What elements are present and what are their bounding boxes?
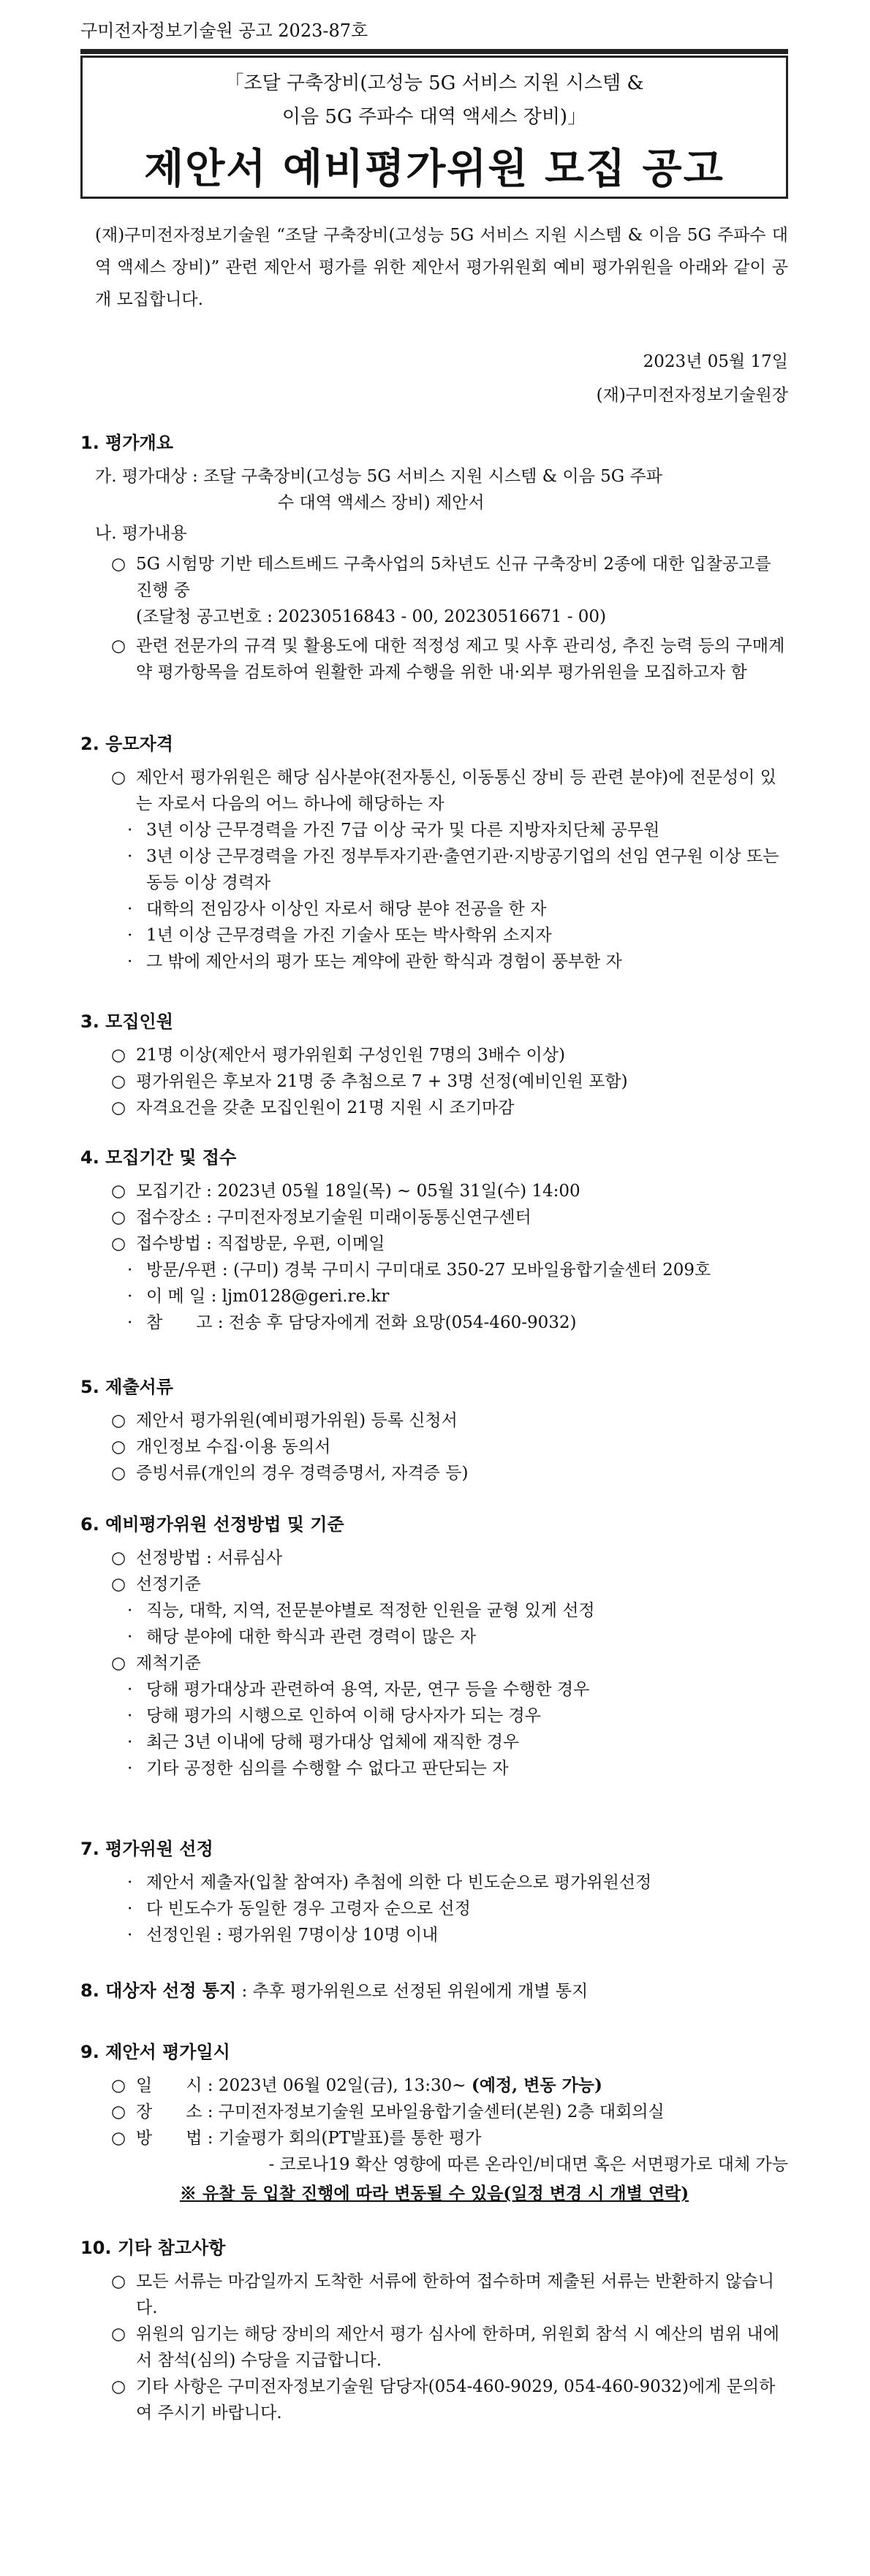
intro-paragraph: (재)구미전자정보기술원 “조달 구축장비(고성능 5G 서비스 지원 시스템 & 이음 5G 주파수 대역 액세스 장비)” 관련 제안서 평가를 위한 제안서 평가위원회 예비 평가위원을 아래와 같이 공개 모집합니다. [95, 226, 788, 309]
circle-bullet-icon: ○ [111, 1575, 126, 1594]
list-item [80, 1597, 788, 1624]
list-item [80, 2321, 788, 2374]
list-item: 나. 평가내용 [95, 524, 187, 543]
section-evaluation-schedule [80, 2039, 788, 2207]
list-item-text: 그 밖에 제안서의 평가 또는 계약에 관한 학식과 경험이 풍부한 자 [146, 952, 622, 971]
circle-bullet-icon: ○ [111, 2272, 126, 2291]
section-overview [80, 430, 788, 685]
list-item [80, 1068, 788, 1095]
list-item [80, 1729, 788, 1755]
list-item [80, 633, 788, 685]
list-item-text: 21명 이상(제안서 평가위원회 구성인원 7명의 3배수 이상) [136, 1046, 565, 1065]
list-item [80, 1257, 788, 1283]
list-item [80, 1310, 788, 1336]
list-item-text: 모집기간 : 2023년 05월 18일(목) ~ 05월 31일(수) 14:00 [136, 1182, 580, 1201]
dot-bullet-icon: · [127, 1759, 133, 1778]
important-note: ※ 유찰 등 입찰 진행에 따라 변동될 수 있음(일정 변경 시 개별 연락) [179, 2184, 689, 2203]
list-item-text: 참 고 : 전송 후 담당자에게 전화 요망(054-460-9032) [146, 1313, 577, 1332]
list-item [80, 1460, 788, 1486]
list-item: (조달청 공고번호 : 20230516843 - 00, 20230516671 - 00) [136, 607, 607, 626]
list-item-text: 직능, 대학, 지역, 전문분야별로 적정한 인원을 균형 있게 선정 [146, 1601, 595, 1620]
dot-bullet-icon: · [127, 1733, 133, 1752]
circle-bullet-icon: ○ [111, 555, 126, 574]
section-title: 6. 예비평가위원 선정방법 및 기준 [80, 1514, 344, 1535]
list-item-text: 방 법 : 기술평가 회의(PT발표)를 통한 평가 [136, 2129, 482, 2148]
list-item-text: 장 소 : 구미전자정보기술원 모바일융합기술센터(본원) 2층 대회의실 [136, 2102, 665, 2121]
dot-bullet-icon: · [127, 952, 133, 971]
circle-bullet-icon: ○ [111, 1549, 126, 1568]
section-title: 1. 평가개요 [80, 433, 173, 453]
list-item [80, 2099, 788, 2125]
list-item [80, 1703, 788, 1729]
circle-bullet-icon: ○ [111, 1046, 126, 1065]
circle-bullet-icon: ○ [111, 2076, 126, 2095]
list-item-text: 선정인원 : 평가위원 7명이상 10명 이내 [146, 1926, 439, 1945]
list-item-text: 대학의 전임강사 이상인 자로서 해당 분야 전공을 한 자 [146, 900, 547, 919]
list-item: 수 대역 액세스 장비) 제안서 [278, 493, 485, 512]
circle-bullet-icon: ○ [111, 1464, 126, 1483]
dot-bullet-icon: · [127, 1313, 133, 1332]
circle-bullet-icon: ○ [111, 2102, 126, 2121]
list-item [80, 1545, 788, 1571]
list-item-text: 자격요건을 갖춘 모집인원이 21명 지원 시 조기마감 [136, 1098, 515, 1117]
dot-bullet-icon: · [127, 821, 133, 840]
title-box [80, 56, 788, 199]
title-line-1: 「조달 구축장비(고성능 5G 서비스 지원 시스템 & [224, 72, 644, 94]
list-item [80, 1571, 788, 1597]
document-number: 구미전자정보기술원 공고 2023-87호 [80, 20, 368, 41]
list-item [80, 1922, 788, 1948]
email-text: 이 메 일 : ljm0128@geri.re.kr [146, 1287, 390, 1306]
dot-bullet-icon: · [127, 1261, 133, 1280]
list-item [80, 896, 788, 922]
list-item-text: 당해 평가대상과 관련하여 용역, 자문, 연구 등을 수행한 경우 [146, 1680, 590, 1699]
circle-bullet-icon: ○ [111, 1208, 126, 1227]
list-item-text: 선정기준 [136, 1575, 201, 1594]
dot-bullet-icon: · [127, 900, 133, 919]
list-item [80, 1650, 788, 1676]
list-item-text: 선정방법 : 서류심사 [136, 1549, 283, 1568]
list-item-text: 3년 이상 근무경력을 가진 7급 이상 국가 및 다른 지방자치단체 공무원 [146, 821, 660, 840]
list-item-text: 개인정보 수집·이용 동의서 [136, 1437, 331, 1456]
dot-bullet-icon: · [127, 1706, 133, 1725]
dot-bullet-icon: · [127, 1873, 133, 1892]
announcement-date: 2023년 05월 17일 [643, 352, 788, 371]
list-item [80, 2268, 788, 2321]
list-item-text: 제안서 평가위원(예비평가위원) 등록 신청서 [136, 1411, 458, 1430]
list-item [80, 817, 788, 843]
list-item-text: 제척기준 [136, 1654, 201, 1673]
circle-bullet-icon: ○ [111, 1182, 126, 1201]
list-item [80, 1434, 788, 1460]
dot-bullet-icon: · [127, 1287, 133, 1306]
section-title: 9. 제안서 평가일시 [80, 2042, 230, 2062]
list-item [80, 1407, 788, 1434]
dot-bullet-icon: · [127, 1899, 133, 1918]
list-item-text: 접수방법 : 직접방문, 우편, 이메일 [136, 1234, 385, 1253]
list-item: 가. 평가대상 : 조달 구축장비(고성능 5G 서비스 지원 시스템 & 이음 5G 주파 [95, 467, 662, 486]
list-item-text: 증빙서류(개인의 경우 경력증명서, 자격증 등) [136, 1464, 469, 1483]
list-item-text: 해당 분야에 대한 학식과 관련 경력이 많은 자 [146, 1627, 477, 1646]
list-item [80, 1095, 788, 1121]
list-item-text: 일 시 : 2023년 06월 02일(금), 13:30~ [136, 2076, 466, 2095]
list-item [80, 2125, 788, 2151]
section-documents [80, 1374, 788, 1486]
list-item-text: 1년 이상 근무경력을 가진 기술사 또는 박사학위 소지자 [146, 926, 552, 945]
section-title: 8. 대상자 선정 통지 [80, 1980, 237, 2001]
section-title: 10. 기타 참고사항 [80, 2238, 226, 2258]
list-item-text: 다 빈도수가 동일한 경우 고령자 순으로 선정 [146, 1899, 471, 1918]
dot-bullet-icon: · [127, 926, 133, 945]
circle-bullet-icon: ○ [111, 2325, 126, 2344]
circle-bullet-icon: ○ [111, 1654, 126, 1673]
list-item: - 코로나19 확산 영향에 따른 온라인/비대면 혹은 서면평가로 대체 가능 [268, 2155, 788, 2174]
list-item [80, 1231, 788, 1257]
list-item [80, 764, 788, 817]
section-evaluator-selection [80, 1836, 788, 1948]
section-notification [80, 1977, 788, 2005]
circle-bullet-icon: ○ [111, 1437, 126, 1456]
section-eligibility [80, 731, 788, 975]
list-item-text: 기타 사항은 구미전자정보기술원 담당자(054-460-9029, 054-460-9032)에게 문의하여 주시기 바랍니다. [136, 2377, 776, 2423]
circle-bullet-icon: ○ [111, 1072, 126, 1091]
dot-bullet-icon: · [127, 847, 133, 866]
circle-bullet-icon: ○ [111, 1411, 126, 1430]
list-item-text: 최근 3년 이내에 당해 평가대상 업체에 재직한 경우 [146, 1733, 520, 1752]
list-item [80, 922, 788, 949]
list-item [80, 2072, 788, 2099]
list-item-text: 접수장소 : 구미전자정보기술원 미래이동통신연구센터 [136, 1208, 532, 1227]
circle-bullet-icon: ○ [111, 768, 126, 787]
dot-bullet-icon: · [127, 1601, 133, 1620]
circle-bullet-icon: ○ [111, 637, 126, 656]
list-item [80, 1042, 788, 1068]
list-item [80, 1283, 788, 1310]
page-title: 제안서 예비평가위원 모집 공고 [144, 145, 725, 193]
section-title: 3. 모집인원 [80, 1011, 173, 1032]
list-item-text: 모든 서류는 마감일까지 도착한 서류에 한하여 접수하며 제출된 서류는 반환하지 않습니다. [136, 2272, 774, 2317]
list-item [80, 843, 788, 896]
section-misc [80, 2235, 788, 2426]
schedule-note: (예정, 변동 가능) [471, 2075, 602, 2095]
list-item-text: 위원의 임기는 해당 장비의 제안서 평가 심사에 한하며, 위원회 참석 시 예산의 범위 내에서 참석(심의) 수당을 지급합니다. [136, 2325, 779, 2370]
section-title: 2. 응모자격 [80, 734, 173, 754]
list-item-text: 당해 평가의 시행으로 인하여 이해 당사자가 되는 경우 [146, 1706, 541, 1725]
list-item-text: 제안서 평가위원은 해당 심사분야(전자통신, 이동통신 장비 등 관련 분야)에 전문성이 있는 자로서 다음의 어느 하나에 해당하는 자 [136, 768, 776, 813]
section-text: : 추후 평가위원으로 선정된 위원에게 개별 통지 [241, 1982, 589, 2001]
list-item-text: 평가위원은 후보자 21명 중 추첨으로 7 + 3명 선정(예비인원 포함) [136, 1072, 628, 1091]
section-title: 4. 모집기간 및 접수 [80, 1147, 237, 1168]
list-item [80, 551, 788, 604]
circle-bullet-icon: ○ [111, 1098, 126, 1117]
list-item-text: 방문/우편 : (구미) 경북 구미시 구미대로 350-27 모바일융합기술센터 209호 [146, 1261, 711, 1280]
list-item [80, 1755, 788, 1782]
list-item-text: 5G 시험망 기반 테스트베드 구축사업의 5차년도 신규 구축장비 2종에 대한 입찰공고를 진행 중 [136, 555, 771, 600]
section-selection-criteria [80, 1511, 788, 1782]
list-item [80, 1204, 788, 1231]
list-item-text: 기타 공정한 심의를 수행할 수 없다고 판단되는 자 [146, 1759, 509, 1778]
list-item [80, 1676, 788, 1703]
section-title: 5. 제출서류 [80, 1377, 173, 1397]
list-item [80, 1624, 788, 1650]
issuing-organization: (재)구미전자정보기술원장 [596, 386, 788, 405]
section-period [80, 1144, 788, 1336]
list-item [80, 1178, 788, 1204]
list-item [80, 1896, 788, 1922]
list-item-text: 제안서 제출자(입찰 참여자) 추첨에 의한 다 빈도순으로 평가위원선정 [146, 1873, 652, 1892]
list-item-text: 관련 전문가의 규격 및 활용도에 대한 적정성 제고 및 사후 관리성, 추진 능력 등의 구매계약 평가항목을 검토하여 원활한 과제 수행을 위한 내·외부 평가위원을 모집하고자 함 [136, 637, 785, 682]
dot-bullet-icon: · [127, 1680, 133, 1699]
circle-bullet-icon: ○ [111, 2129, 126, 2148]
dot-bullet-icon: · [127, 1627, 133, 1646]
section-recruit-count [80, 1008, 788, 1121]
circle-bullet-icon: ○ [111, 1234, 126, 1253]
section-title: 7. 평가위원 선정 [80, 1839, 213, 1859]
circle-bullet-icon: ○ [111, 2377, 126, 2396]
list-item [80, 1869, 788, 1896]
list-item [80, 2374, 788, 2426]
title-line-2: 이음 5G 주파수 대역 액세스 장비)」 [281, 106, 587, 128]
list-item-text: 3년 이상 근무경력을 가진 정부투자기관·출연기관·지방공기업의 선임 연구원 이상 또는 동등 이상 경력자 [146, 847, 779, 892]
list-item [80, 949, 788, 975]
dot-bullet-icon: · [127, 1926, 133, 1945]
